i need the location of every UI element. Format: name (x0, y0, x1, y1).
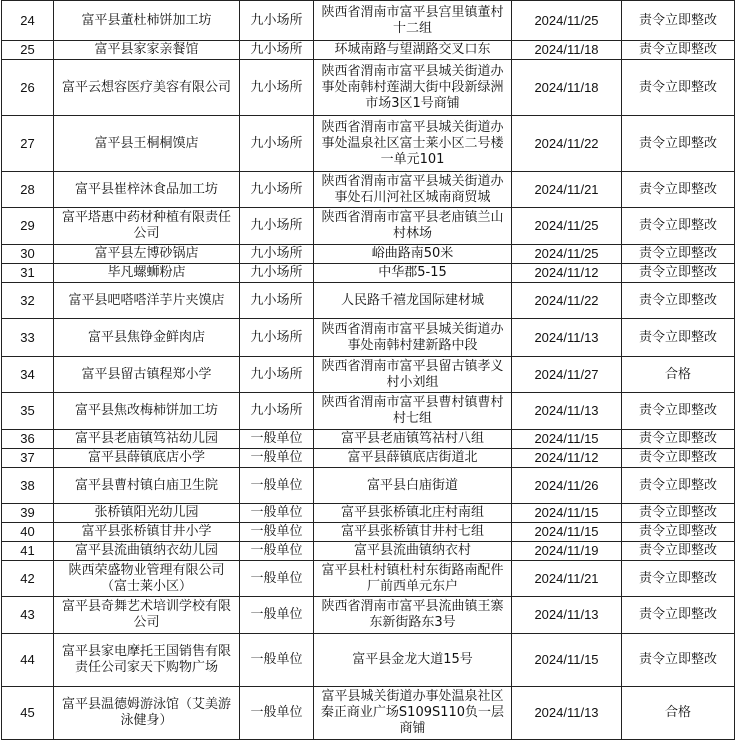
table-row (2, 393, 735, 430)
row-number: 40 (2, 523, 54, 542)
inspection-result: 责令立即整改 (622, 597, 735, 634)
table-row (2, 449, 735, 468)
unit-address: 富平县张桥镇甘井村七组 (314, 523, 512, 542)
unit-address: 峪曲路南50米 (314, 245, 512, 264)
inspection-result: 责令立即整改 (622, 468, 735, 504)
unit-name: 富平县家电摩托王国销售有限责任公司家天下购物广场 (54, 634, 240, 687)
row-number: 42 (2, 561, 54, 597)
unit-type: 九小场所 (240, 60, 314, 116)
inspection-date: 2024/11/25 (512, 208, 622, 245)
unit-type: 一般单位 (240, 597, 314, 634)
unit-address: 富平县杜村镇杜村东街路南配件厂前西单元东户 (314, 561, 512, 597)
unit-type: 九小场所 (240, 172, 314, 208)
unit-address: 陕西省渭南市富平县曹村镇曹村村七组 (314, 393, 512, 430)
unit-address: 陕西省渭南市富平县城关街道办事处南韩村莲湖大街中段新绿洲市场3区1号商铺 (314, 60, 512, 116)
inspection-result: 责令立即整改 (622, 1, 735, 41)
inspection-result: 责令立即整改 (622, 430, 735, 449)
unit-address: 陕西省渭南市富平县城关街道办事处石川河社区城南商贸城 (314, 172, 512, 208)
unit-name: 毕凡螺蛳粉店 (54, 264, 240, 283)
inspection-result: 合格 (622, 357, 735, 393)
unit-address: 富平县白庙街道 (314, 468, 512, 504)
unit-type: 一般单位 (240, 561, 314, 597)
table-row (2, 283, 735, 319)
unit-type: 九小场所 (240, 319, 314, 357)
unit-address: 陕西省渭南市富平县流曲镇王寨东新街路东3号 (314, 597, 512, 634)
unit-type: 一般单位 (240, 430, 314, 449)
row-number: 37 (2, 449, 54, 468)
unit-address: 陕西省渭南市富平县城关街道办事处南韩村建新路中段 (314, 319, 512, 357)
table-row (2, 523, 735, 542)
row-number: 32 (2, 283, 54, 319)
unit-address: 陕西省渭南市富平县宫里镇董村十二组 (314, 1, 512, 41)
unit-type: 一般单位 (240, 634, 314, 687)
row-number: 28 (2, 172, 54, 208)
unit-address: 陕西省渭南市富平县老庙镇兰山村林场 (314, 208, 512, 245)
row-number: 27 (2, 116, 54, 172)
row-number: 30 (2, 245, 54, 264)
inspection-result: 责令立即整改 (622, 319, 735, 357)
unit-name: 富平县薛镇底店小学 (54, 449, 240, 468)
unit-address: 人民路千禧龙国际建材城 (314, 283, 512, 319)
unit-name: 富平县老庙镇笃祜幼儿园 (54, 430, 240, 449)
inspection-result: 责令立即整改 (622, 542, 735, 561)
row-number: 33 (2, 319, 54, 357)
inspection-result: 责令立即整改 (622, 245, 735, 264)
unit-type: 一般单位 (240, 504, 314, 523)
unit-address: 富平县流曲镇纳衣村 (314, 542, 512, 561)
row-number: 26 (2, 60, 54, 116)
inspection-result: 责令立即整改 (622, 634, 735, 687)
unit-address: 陕西省渭南市富平县留古镇孝义村小刘组 (314, 357, 512, 393)
inspection-date: 2024/11/21 (512, 561, 622, 597)
unit-name: 富平县奇舞艺术培训学校有限公司 (54, 597, 240, 634)
unit-address: 陕西省渭南市富平县城关街道办事处温泉社区富士莱小区二号楼一单元101 (314, 116, 512, 172)
table-row (2, 264, 735, 283)
table-row (2, 561, 735, 597)
unit-type: 九小场所 (240, 393, 314, 430)
row-number: 35 (2, 393, 54, 430)
unit-address: 富平县薛镇底店街道北 (314, 449, 512, 468)
table-row (2, 597, 735, 634)
unit-type: 九小场所 (240, 116, 314, 172)
table-row (2, 60, 735, 116)
inspection-result: 合格 (622, 687, 735, 740)
unit-address: 富平县老庙镇笃祜村八组 (314, 430, 512, 449)
table-row (2, 430, 735, 449)
unit-address: 环城南路与望湖路交叉口东 (314, 41, 512, 60)
inspection-date: 2024/11/15 (512, 634, 622, 687)
inspection-date: 2024/11/13 (512, 597, 622, 634)
inspection-date: 2024/11/13 (512, 687, 622, 740)
inspection-result: 责令立即整改 (622, 283, 735, 319)
unit-name: 富平县留古镇程郑小学 (54, 357, 240, 393)
table-row (2, 468, 735, 504)
unit-name: 富平塔惠中药材种植有限责任公司 (54, 208, 240, 245)
inspection-date: 2024/11/26 (512, 468, 622, 504)
unit-name: 富平县左博砂锅店 (54, 245, 240, 264)
inspection-date: 2024/11/13 (512, 319, 622, 357)
table-row (2, 542, 735, 561)
row-number: 24 (2, 1, 54, 41)
unit-type: 九小场所 (240, 208, 314, 245)
row-number: 38 (2, 468, 54, 504)
table-row (2, 208, 735, 245)
row-number: 45 (2, 687, 54, 740)
row-number: 25 (2, 41, 54, 60)
unit-type: 一般单位 (240, 687, 314, 740)
inspection-result: 责令立即整改 (622, 561, 735, 597)
table-row (2, 41, 735, 60)
inspection-result: 责令立即整改 (622, 208, 735, 245)
row-number: 44 (2, 634, 54, 687)
unit-name: 富平云想容医疗美容有限公司 (54, 60, 240, 116)
inspection-result: 责令立即整改 (622, 504, 735, 523)
inspection-date: 2024/11/25 (512, 1, 622, 41)
row-number: 29 (2, 208, 54, 245)
unit-address: 富平县城关街道办事处温泉社区秦正商业广场S109S110负一层商铺 (314, 687, 512, 740)
unit-name: 富平县曹村镇白庙卫生院 (54, 468, 240, 504)
unit-type: 一般单位 (240, 542, 314, 561)
unit-name: 富平县焦改梅柿饼加工坊 (54, 393, 240, 430)
row-number: 31 (2, 264, 54, 283)
table-row (2, 504, 735, 523)
inspection-result: 责令立即整改 (622, 264, 735, 283)
table-row (2, 245, 735, 264)
inspection-table (1, 0, 735, 740)
inspection-date: 2024/11/21 (512, 172, 622, 208)
inspection-date: 2024/11/12 (512, 449, 622, 468)
row-number: 36 (2, 430, 54, 449)
unit-type: 九小场所 (240, 245, 314, 264)
table-row (2, 1, 735, 41)
inspection-result: 责令立即整改 (622, 41, 735, 60)
row-number: 39 (2, 504, 54, 523)
unit-type: 九小场所 (240, 264, 314, 283)
inspection-date: 2024/11/12 (512, 264, 622, 283)
unit-name: 富平县流曲镇纳衣幼儿园 (54, 542, 240, 561)
unit-address: 富平县金龙大道15号 (314, 634, 512, 687)
unit-name: 富平县吧嗒嗒洋芋片夹馍店 (54, 283, 240, 319)
table-row (2, 116, 735, 172)
inspection-date: 2024/11/18 (512, 60, 622, 116)
inspection-result: 责令立即整改 (622, 172, 735, 208)
table-row (2, 357, 735, 393)
unit-name: 富平县张桥镇甘井小学 (54, 523, 240, 542)
inspection-result: 责令立即整改 (622, 116, 735, 172)
table-row (2, 634, 735, 687)
inspection-result: 责令立即整改 (622, 393, 735, 430)
table-row (2, 687, 735, 740)
unit-type: 九小场所 (240, 283, 314, 319)
unit-name: 富平县王桐桐馍店 (54, 116, 240, 172)
inspection-date: 2024/11/15 (512, 430, 622, 449)
inspection-date: 2024/11/13 (512, 393, 622, 430)
inspection-result: 责令立即整改 (622, 449, 735, 468)
unit-name: 张桥镇阳光幼儿园 (54, 504, 240, 523)
unit-name: 富平县家家亲餐馆 (54, 41, 240, 60)
unit-type: 九小场所 (240, 1, 314, 41)
unit-name: 陕西荣盛物业管理有限公司（富士莱小区） (54, 561, 240, 597)
inspection-date: 2024/11/15 (512, 523, 622, 542)
unit-type: 九小场所 (240, 41, 314, 60)
unit-address: 中华郡5-15 (314, 264, 512, 283)
row-number: 41 (2, 542, 54, 561)
unit-address: 富平县张桥镇北庄村南组 (314, 504, 512, 523)
inspection-date: 2024/11/22 (512, 116, 622, 172)
inspection-date: 2024/11/19 (512, 542, 622, 561)
inspection-result: 责令立即整改 (622, 60, 735, 116)
unit-type: 一般单位 (240, 523, 314, 542)
unit-type: 一般单位 (240, 468, 314, 504)
unit-type: 九小场所 (240, 357, 314, 393)
unit-name: 富平县董杜柿饼加工坊 (54, 1, 240, 41)
inspection-date: 2024/11/22 (512, 283, 622, 319)
unit-name: 富平县温德姆游泳馆（艾美游泳健身） (54, 687, 240, 740)
inspection-result: 责令立即整改 (622, 523, 735, 542)
inspection-date: 2024/11/18 (512, 41, 622, 60)
table-row (2, 172, 735, 208)
inspection-date: 2024/11/25 (512, 245, 622, 264)
inspection-date: 2024/11/27 (512, 357, 622, 393)
unit-name: 富平县崔梓沐食品加工坊 (54, 172, 240, 208)
unit-type: 一般单位 (240, 449, 314, 468)
row-number: 34 (2, 357, 54, 393)
unit-name: 富平县焦铮金鲜肉店 (54, 319, 240, 357)
row-number: 43 (2, 597, 54, 634)
inspection-date: 2024/11/15 (512, 504, 622, 523)
table-row (2, 319, 735, 357)
